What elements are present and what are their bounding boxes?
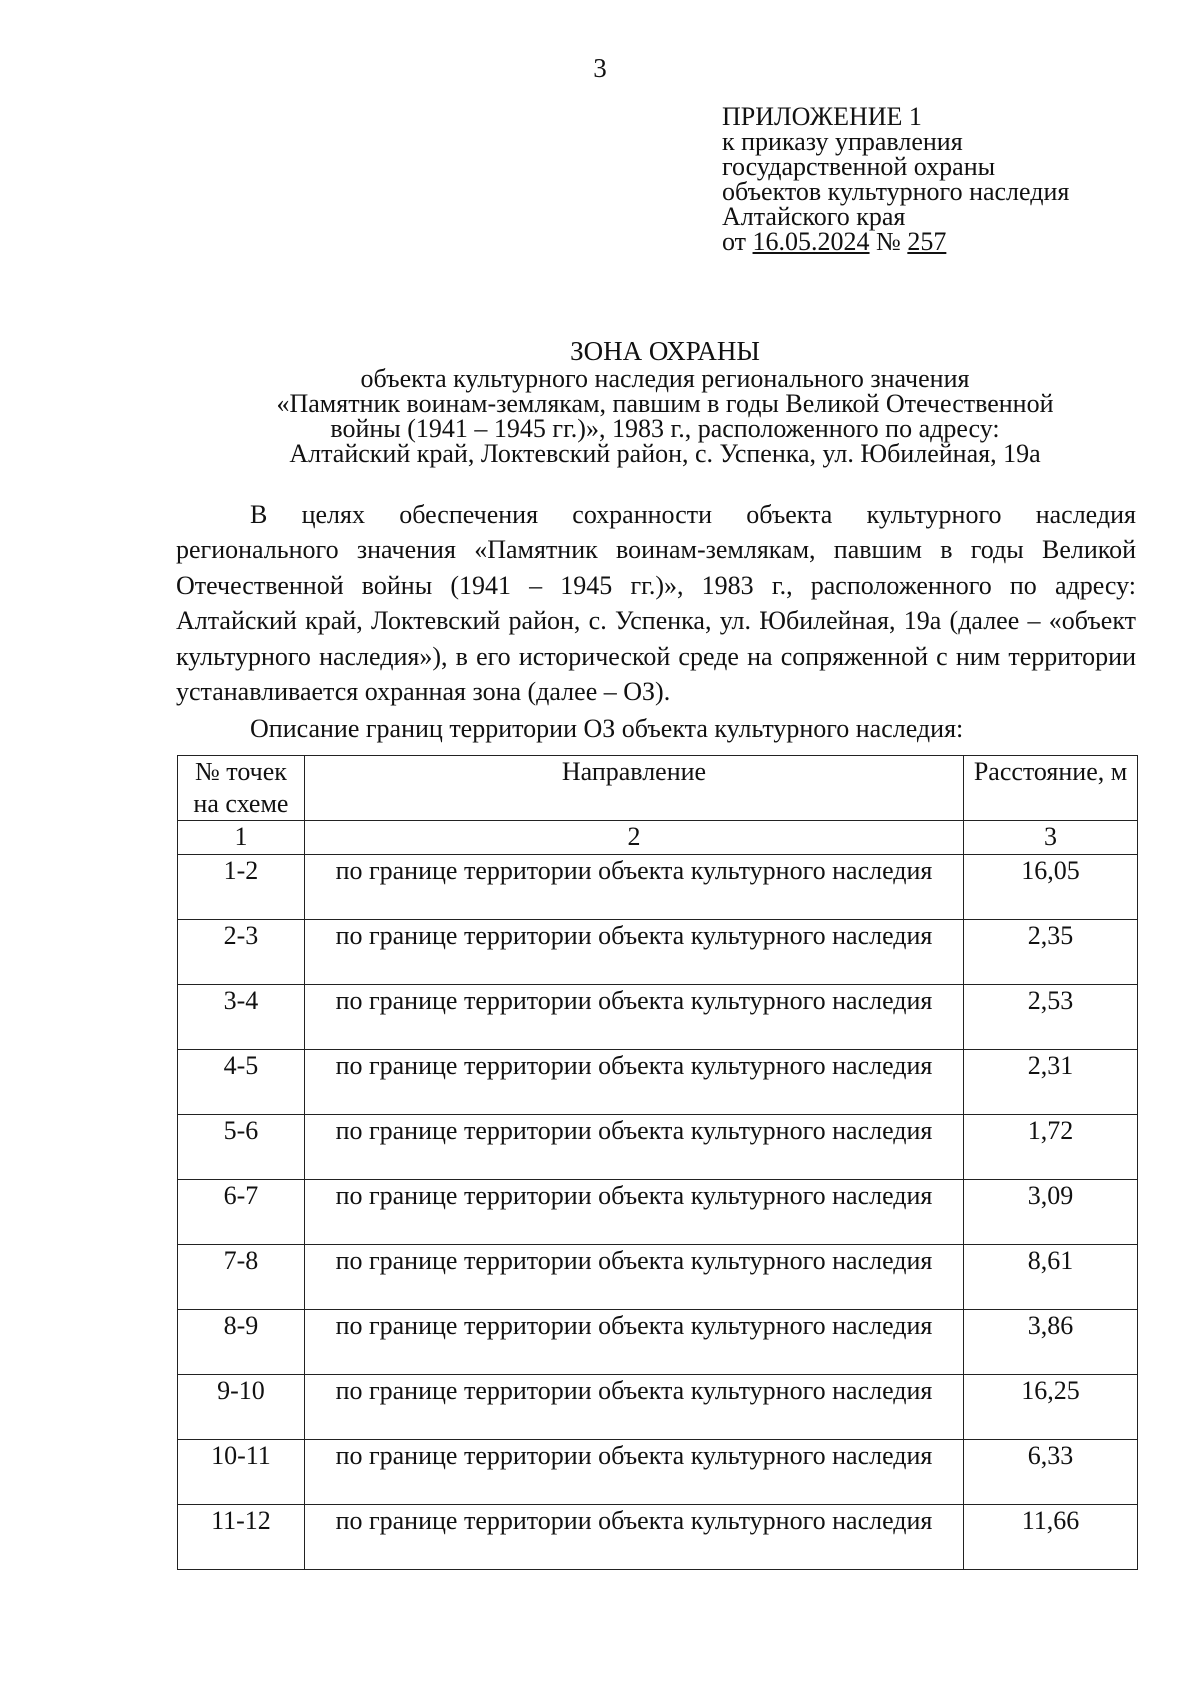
cell-points: 2-3 (178, 920, 305, 985)
header-direction: Направление (304, 756, 963, 821)
table-row (178, 1505, 1138, 1570)
cell-distance: 8,61 (964, 1245, 1138, 1310)
cell-distance: 3,09 (964, 1180, 1138, 1245)
table-row (178, 1375, 1138, 1440)
table-row (178, 1180, 1138, 1245)
table-row (178, 1245, 1138, 1310)
cell-distance: 2,31 (964, 1050, 1138, 1115)
appendix-title: ПРИЛОЖЕНИЕ 1 (722, 102, 922, 131)
cell-distance: 1,72 (964, 1115, 1138, 1180)
heading-line: «Памятник воинам-землякам, павшим в годы Великой Отечественной (276, 389, 1054, 418)
cell-distance: 16,25 (964, 1375, 1138, 1440)
number-sign: № (876, 227, 901, 256)
cell-direction: по границе территории объекта культурного наследия (304, 985, 963, 1050)
appendix-line: государственной охраны (722, 152, 996, 181)
body-text (176, 497, 1136, 747)
table-row (178, 1050, 1138, 1115)
paragraph-description: Описание границ территории ОЗ объекта культурного наследия: (250, 714, 964, 744)
cell-points: 7-8 (178, 1245, 305, 1310)
heading-line: объекта культурного наследия регионального значения (360, 364, 970, 393)
column-number: 3 (964, 821, 1138, 855)
cell-distance: 16,05 (964, 855, 1138, 920)
order-date: 16.05.2024 (752, 227, 870, 256)
boundary-table (177, 755, 1138, 1570)
cell-direction: по границе территории объекта культурного наследия (304, 855, 963, 920)
document-title: ЗОНА ОХРАНЫ (570, 336, 760, 366)
cell-direction: по границе территории объекта культурного наследия (304, 1050, 963, 1115)
table-row (178, 1310, 1138, 1375)
cell-points: 5-6 (178, 1115, 305, 1180)
table-row (178, 855, 1138, 920)
cell-points: 10-11 (178, 1440, 305, 1505)
cell-direction: по границе территории объекта культурного наследия (304, 1180, 963, 1245)
heading-block (200, 336, 1130, 466)
cell-distance: 6,33 (964, 1440, 1138, 1505)
cell-points: 3-4 (178, 985, 305, 1050)
cell-direction: по границе территории объекта культурного наследия (304, 1245, 963, 1310)
page-number: 3 (593, 53, 607, 83)
cell-points: 1-2 (178, 855, 305, 920)
cell-direction: по границе территории объекта культурного наследия (304, 920, 963, 985)
cell-distance: 3,86 (964, 1310, 1138, 1375)
header-points: № точек на схеме (178, 756, 305, 821)
table-row (178, 920, 1138, 985)
cell-points: 4-5 (178, 1050, 305, 1115)
table-header-row (178, 756, 1138, 821)
appendix-line: к приказу управления (722, 127, 963, 156)
column-number-row (178, 821, 1138, 855)
table-row (178, 985, 1138, 1050)
table-row (178, 1115, 1138, 1180)
cell-direction: по границе территории объекта культурного наследия (304, 1375, 963, 1440)
appendix-block (722, 104, 1069, 254)
cell-points: 6-7 (178, 1180, 305, 1245)
heading-line: Алтайский край, Локтевский район, с. Успенка, ул. Юбилейная, 19а (289, 439, 1041, 468)
header-distance: Расстояние, м (964, 756, 1138, 821)
cell-points: 11-12 (178, 1505, 305, 1570)
heading-line: войны (1941 – 1945 гг.)», 1983 г., расположенного по адресу: (330, 414, 1000, 443)
cell-points: 8-9 (178, 1310, 305, 1375)
appendix-line: Алтайского края (722, 202, 906, 231)
cell-direction: по границе территории объекта культурного наследия (304, 1505, 963, 1570)
appendix-date-line (722, 229, 1069, 254)
cell-distance: 2,35 (964, 920, 1138, 985)
appendix-line: объектов культурного наследия (722, 177, 1070, 206)
cell-direction: по границе территории объекта культурного наследия (304, 1115, 963, 1180)
cell-direction: по границе территории объекта культурного наследия (304, 1310, 963, 1375)
cell-direction: по границе территории объекта культурного наследия (304, 1440, 963, 1505)
column-number: 2 (304, 821, 963, 855)
column-number: 1 (178, 821, 305, 855)
paragraph-purpose: В целях обеспечения сохранности объекта культурного наследия регионального значения «Памятник воинам-землякам, павшим в годы Великой Отечественной войны (1941 – 1945 гг.)», 1983 г., расположенного по адресу: Алтайский край, Локтевский район, с. Успенка, ул. Юбилейная, 19а (далее – «объект культурного наследия»), в его исторической среде на сопряженной с ним территории устанавливается охранная зона (далее – ОЗ). (176, 500, 1136, 707)
cell-distance: 2,53 (964, 985, 1138, 1050)
cell-points: 9-10 (178, 1375, 305, 1440)
order-number: 257 (907, 227, 947, 256)
date-prefix: от (722, 227, 747, 256)
table-row (178, 1440, 1138, 1505)
cell-distance: 11,66 (964, 1505, 1138, 1570)
